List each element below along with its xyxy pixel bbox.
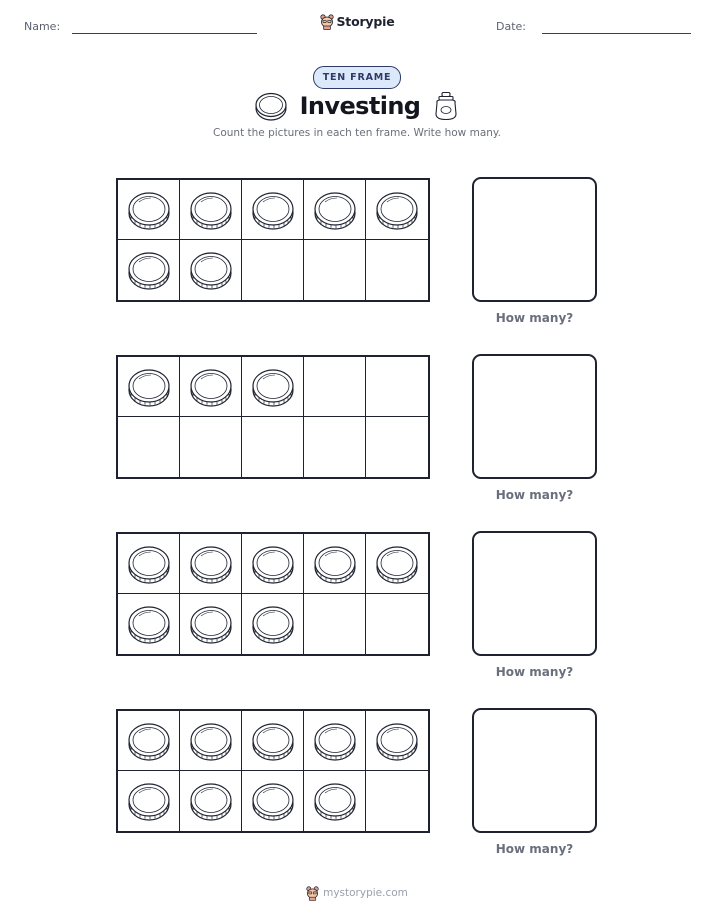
ten-frame-cell [118,357,180,417]
coin-icon [375,189,419,231]
coin-icon [189,720,233,762]
ten-frame-cell [242,771,304,831]
coin-icon [375,543,419,585]
coin-icon [127,720,171,762]
answer-box-2[interactable] [472,354,597,479]
answer-box-3[interactable] [472,531,597,656]
coin-icon [189,249,233,291]
coin-icon [254,91,288,121]
coin-icon [313,720,357,762]
ten-frame-cell [366,240,428,300]
ten-frame-cell [118,180,180,240]
ten-frame-cell [304,357,366,417]
storypie-mascot-icon [306,885,319,901]
ten-frame-cell [242,594,304,654]
how-many-label: How many? [495,311,574,325]
ten-frame-cell [304,771,366,831]
coin-icon [127,366,171,408]
ten-frame-cell [180,180,242,240]
ten-frame-cell [304,594,366,654]
coin-icon [251,189,295,231]
name-label: Name: [24,20,61,33]
coin-icon [189,189,233,231]
storypie-mascot-icon [320,13,334,30]
coin-icon [127,780,171,822]
coin-icon [375,720,419,762]
ten-frame-cell [180,534,242,594]
coin-icon [127,249,171,291]
how-many-label: How many? [495,665,574,679]
ten-frame-cell [366,534,428,594]
how-many-label: How many? [495,842,574,856]
worksheet-type-badge: TEN FRAME [313,66,402,89]
footer [0,885,714,901]
coin-icon [127,189,171,231]
coin-icon [251,366,295,408]
date-write-line[interactable] [542,33,691,34]
ten-frame-cell [304,180,366,240]
ten-frame-cell [118,711,180,771]
ten-frame-cell [118,771,180,831]
ten-frame-cell [118,594,180,654]
ten-frame-cell [366,594,428,654]
brand-logo [0,13,714,30]
ten-frame-cell [304,417,366,477]
ten-frame-cell [304,711,366,771]
footer-site: mystorypie.com [323,887,408,899]
name-write-line[interactable] [72,33,257,34]
ten-frame-cell [118,417,180,477]
ten-frame-cell [304,240,366,300]
ten-frame-cell [242,534,304,594]
coin-icon [251,543,295,585]
money-jar-icon [432,91,460,121]
coin-icon [251,603,295,645]
ten-frame-cell [366,711,428,771]
ten-frame-cell [180,771,242,831]
coin-icon [127,543,171,585]
date-label: Date: [496,20,526,33]
answer-box-1[interactable] [472,177,597,302]
brand-name: Storypie [336,14,395,29]
ten-frame-cell [118,534,180,594]
coin-icon [189,366,233,408]
ten-frame-3 [116,532,430,656]
ten-frame-cell [180,357,242,417]
coin-icon [251,780,295,822]
coin-icon [313,780,357,822]
ten-frame-cell [242,711,304,771]
ten-frame-cell [366,417,428,477]
ten-frame-cell [366,180,428,240]
ten-frame-cell [242,357,304,417]
ten-frame-cell [180,240,242,300]
coin-icon [251,720,295,762]
coin-icon [313,543,357,585]
coin-icon [189,543,233,585]
ten-frame-2 [116,355,430,479]
ten-frame-cell [180,594,242,654]
coin-icon [127,603,171,645]
ten-frame-4 [116,709,430,833]
instructions: Count the pictures in each ten frame. Write how many. [213,127,501,139]
coin-icon [189,780,233,822]
worksheet-title: Investing [299,92,421,120]
ten-frame-cell [242,240,304,300]
ten-frame-cell [242,180,304,240]
answer-box-4[interactable] [472,708,597,833]
ten-frame-cell [366,357,428,417]
coin-icon [313,189,357,231]
ten-frame-cell [366,771,428,831]
coin-icon [189,603,233,645]
ten-frame-cell [242,417,304,477]
ten-frame-cell [180,711,242,771]
ten-frame-cell [118,240,180,300]
ten-frame-cell [180,417,242,477]
how-many-label: How many? [495,488,574,502]
ten-frame-cell [304,534,366,594]
ten-frame-1 [116,178,430,302]
